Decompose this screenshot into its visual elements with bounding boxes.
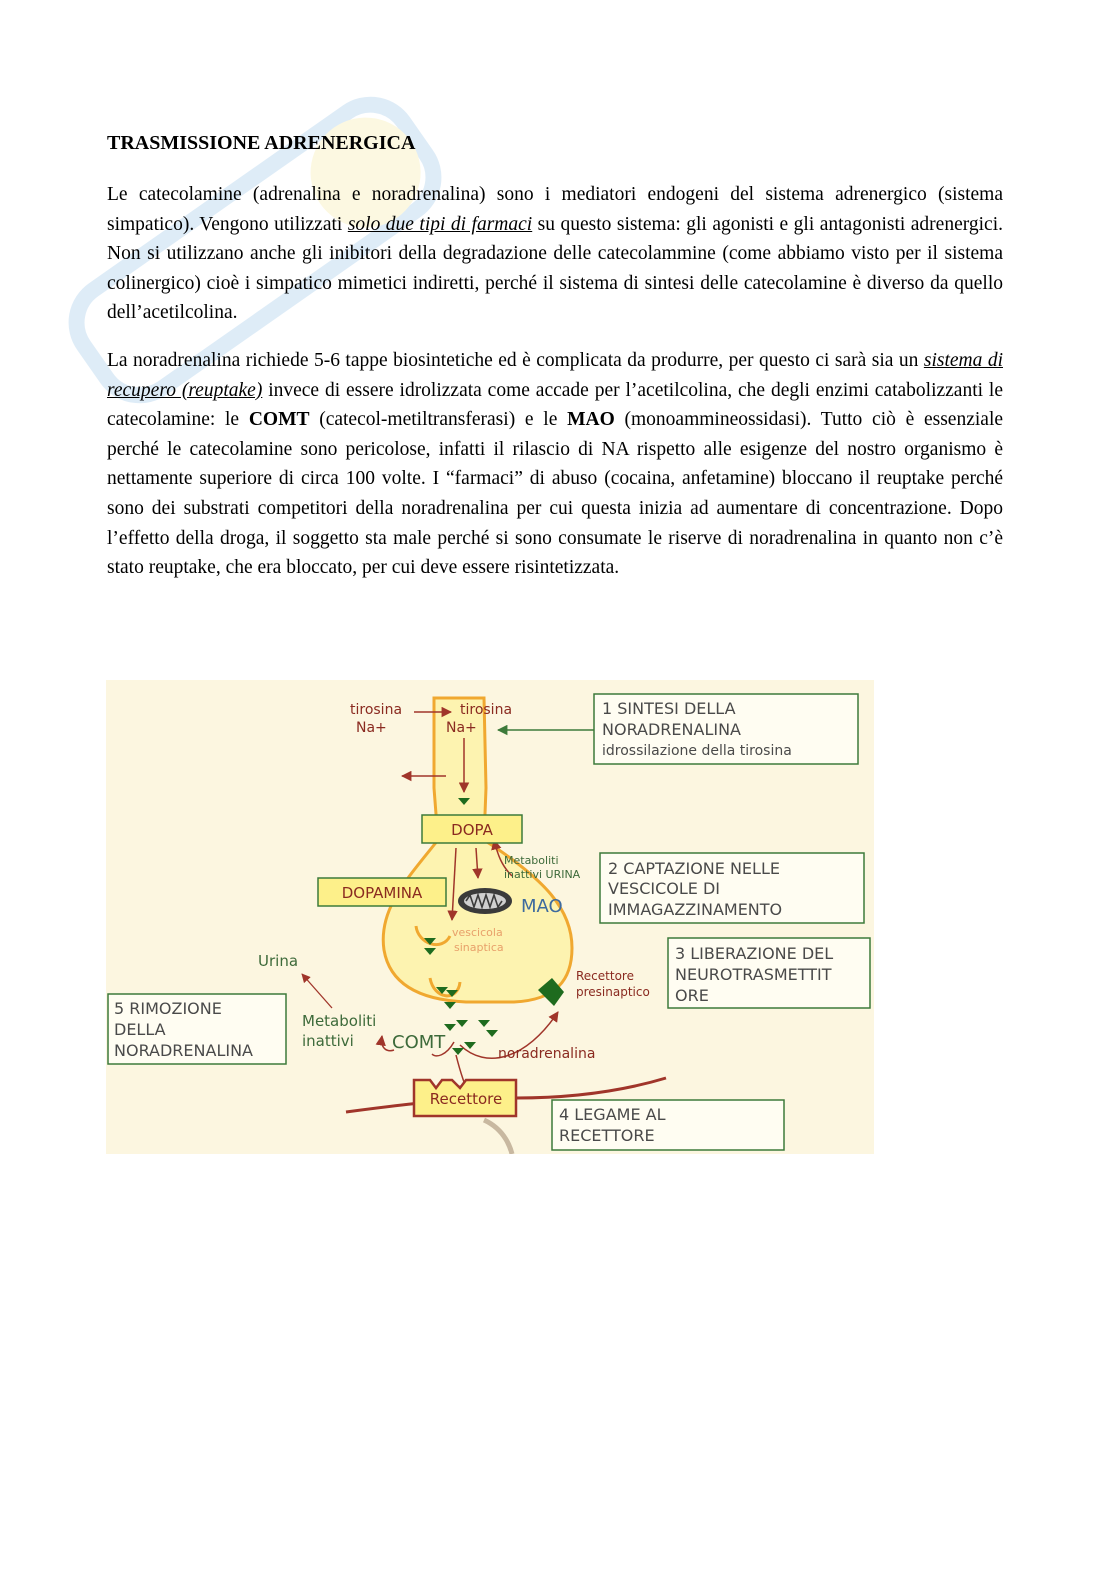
svg-text:NEUROTRASMETTIT: NEUROTRASMETTIT xyxy=(675,965,832,984)
dopamina-label: DOPAMINA xyxy=(341,884,423,902)
comt-label: COMT xyxy=(392,1032,446,1053)
recettore-pre-1: Recettore xyxy=(576,969,634,983)
svg-text:NORADRENALINA: NORADRENALINA xyxy=(602,720,741,739)
svg-text:IMMAGAZZINAMENTO: IMMAGAZZINAMENTO xyxy=(608,900,783,919)
svg-text:RECETTORE: RECETTORE xyxy=(559,1126,655,1145)
metaboliti-urina-2: inattivi URINA xyxy=(504,868,581,881)
receptor-label: Recettore xyxy=(429,1090,503,1108)
vescicola-label-2: sinaptica xyxy=(454,941,504,954)
svg-text:NORADRENALINA: NORADRENALINA xyxy=(114,1041,253,1060)
svg-text:idrossilazione della tirosina: idrossilazione della tirosina xyxy=(602,743,792,759)
step-box-4 xyxy=(552,1100,784,1150)
mao-label: MAO xyxy=(521,896,563,917)
recettore-pre-2: presinaptico xyxy=(576,985,650,999)
svg-text:2 CAPTAZIONE NELLE: 2 CAPTAZIONE NELLE xyxy=(608,859,780,878)
mitochondrion-icon xyxy=(458,888,512,914)
presynaptic-neuron xyxy=(383,698,572,1002)
na-out: Na+ xyxy=(356,720,387,736)
step-box-2 xyxy=(600,853,864,923)
noradrenalina-label: noradrenalina xyxy=(498,1046,596,1062)
svg-text:DELLA: DELLA xyxy=(114,1020,166,1039)
svg-text:5 RIMOZIONE: 5 RIMOZIONE xyxy=(114,999,222,1018)
svg-text:4 LEGAME AL: 4 LEGAME AL xyxy=(559,1105,666,1124)
step-box-3 xyxy=(668,938,870,1008)
synapse-diagram xyxy=(106,680,874,1154)
dopa-label: DOPA xyxy=(451,821,493,839)
metaboliti-label-2: inattivi xyxy=(302,1032,354,1050)
vescicola-label-1: vescicola xyxy=(452,926,503,939)
emphasis-farmaci: solo due tipi di farmaci xyxy=(347,213,533,235)
metaboliti-urina-1: Metaboliti xyxy=(504,854,559,867)
svg-text:VESCICOLE DI: VESCICOLE DI xyxy=(608,879,721,898)
document-title: TRASMISSIONE ADRENERGICA xyxy=(107,132,416,154)
svg-text:3 LIBERAZIONE DEL: 3 LIBERAZIONE DEL xyxy=(675,944,834,963)
na-in: Na+ xyxy=(446,720,477,736)
tirosina-in: tirosina xyxy=(460,702,513,718)
svg-text:1 SINTESI DELLA: 1 SINTESI DELLA xyxy=(602,699,736,718)
step-box-1 xyxy=(594,694,858,764)
urina-label: Urina xyxy=(258,952,299,970)
step-box-5 xyxy=(108,994,286,1064)
paragraph-2: La noradrenalina richiede 5-6 tappe biosintetiche ed è complicata da produrre, per questo ci sarà sia un sistema di recupero (reuptake) invece di essere idrolizzata come accade per l’acetilcolina, che degli enzimi catabolizzanti le catecolamine: le COMT (catecol-metiltransferasi) e le MAO (monoammineossidasi). Tutto ciò è essenziale perché le catecolamine sono pericolose, infatti il rilascio di NA rispetto alle esigenze del nostro organismo è nettamente superiore di circa 100 volte. I “farmaci” di abuso (cocaina, anfetamine) bloccano il reuptake perché sono dei substrati competitori della noradrenalina per cui questa inizia ad aumentare di concentrazione. Dopo l’effetto della droga, il soggetto sta male perché si sono consumate le riserve di noradrenalina in quanto non c’è stato reuptake, che era bloccato, per cui deve essere risintetizzata. xyxy=(107,350,1004,579)
metaboliti-label-1: Metaboliti xyxy=(302,1012,377,1030)
emphasis-reuptake: sistema di recupero (reuptake) xyxy=(107,350,1003,401)
paragraph-1: Le catecolamine (adrenalina e noradrenalina) sono i mediatori endogeni del sistema adrenergico (sistema simpatico). Vengono utilizzati solo due tipi di farmaci su questo sistema: gli agonisti e gli antagonisti adrenergici. Non si utilizzano anche gli inibitori della degradazione delle catecolammine (come abbiamo visto per il sistema colinergico) cioè i simpatico mimetici indiretti, perché il sistema di sintesi delle catecolamine è diverso da quello dell’acetilcolina. xyxy=(107,184,1003,324)
svg-text:ORE: ORE xyxy=(675,986,709,1005)
tirosina-out: tirosina xyxy=(350,702,403,718)
